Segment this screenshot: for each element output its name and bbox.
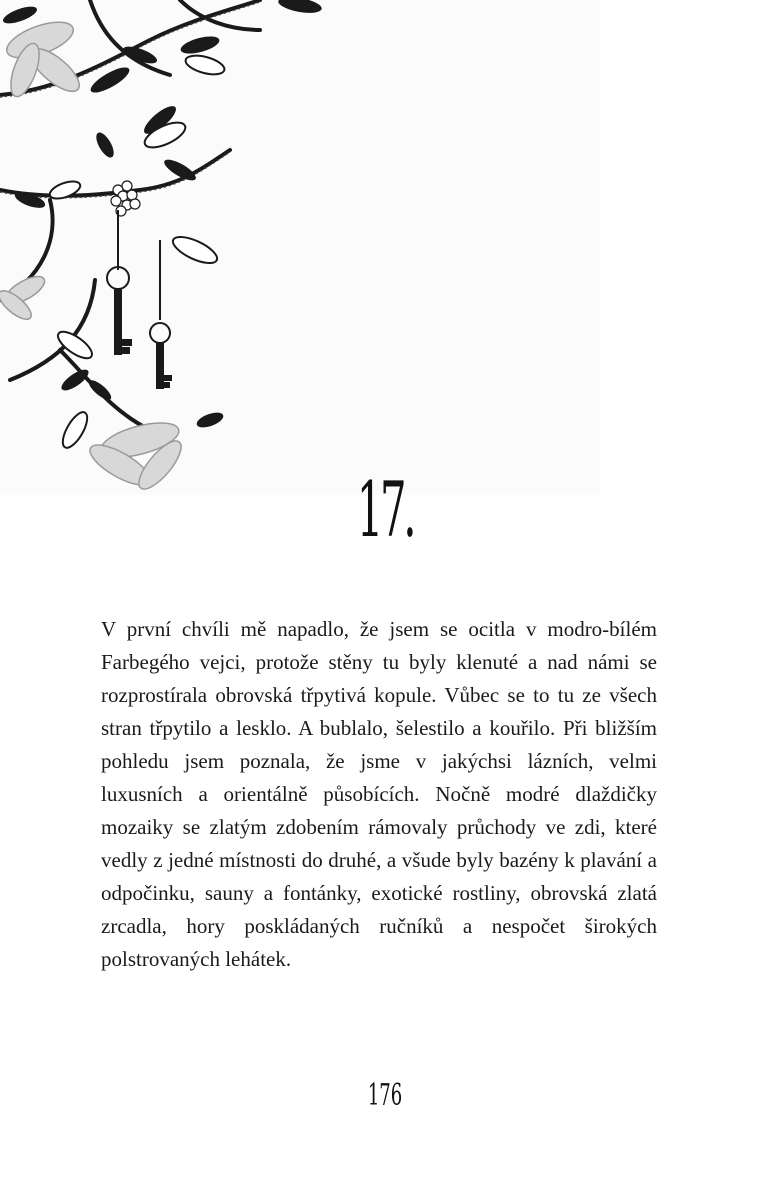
page-number: 176 xyxy=(367,1078,403,1113)
chapter-number: 17. xyxy=(356,465,414,554)
lily-flower xyxy=(85,416,188,495)
botanical-keys-illustration xyxy=(0,0,600,495)
lily-flower xyxy=(0,271,49,324)
berry-cluster xyxy=(111,181,140,216)
hanging-keys xyxy=(107,210,171,388)
body-text xyxy=(101,613,657,976)
paragraph: V první chvíli mě napadlo, že jsem se ocitla v modro-bílém Farbegého vejci, protože stěny tu byly klenuté a nad námi se rozprostírala obrovská třpytivá kopule. Vůbec se to tu ze všech stran třpytilo a lesklo. A bublalo, šelestilo a kouřilo. Při bližším pohledu jsem poznala, že jsme v jakýchsi lázních, velmi luxusních a orientálně působících. Nočně modré dlaždičky mozaiky se zlatým zdobením rámovaly průchody ve zdi, které vedly z jedné místnosti do druhé, a všude byly bazény k plavání a odpočinku, sauny a fontánky, exotické rostliny, obrovská zlatá zrcadla, hory poskládaných ručníků a nespočet širokých polstrovaných lehátek. xyxy=(101,617,657,971)
